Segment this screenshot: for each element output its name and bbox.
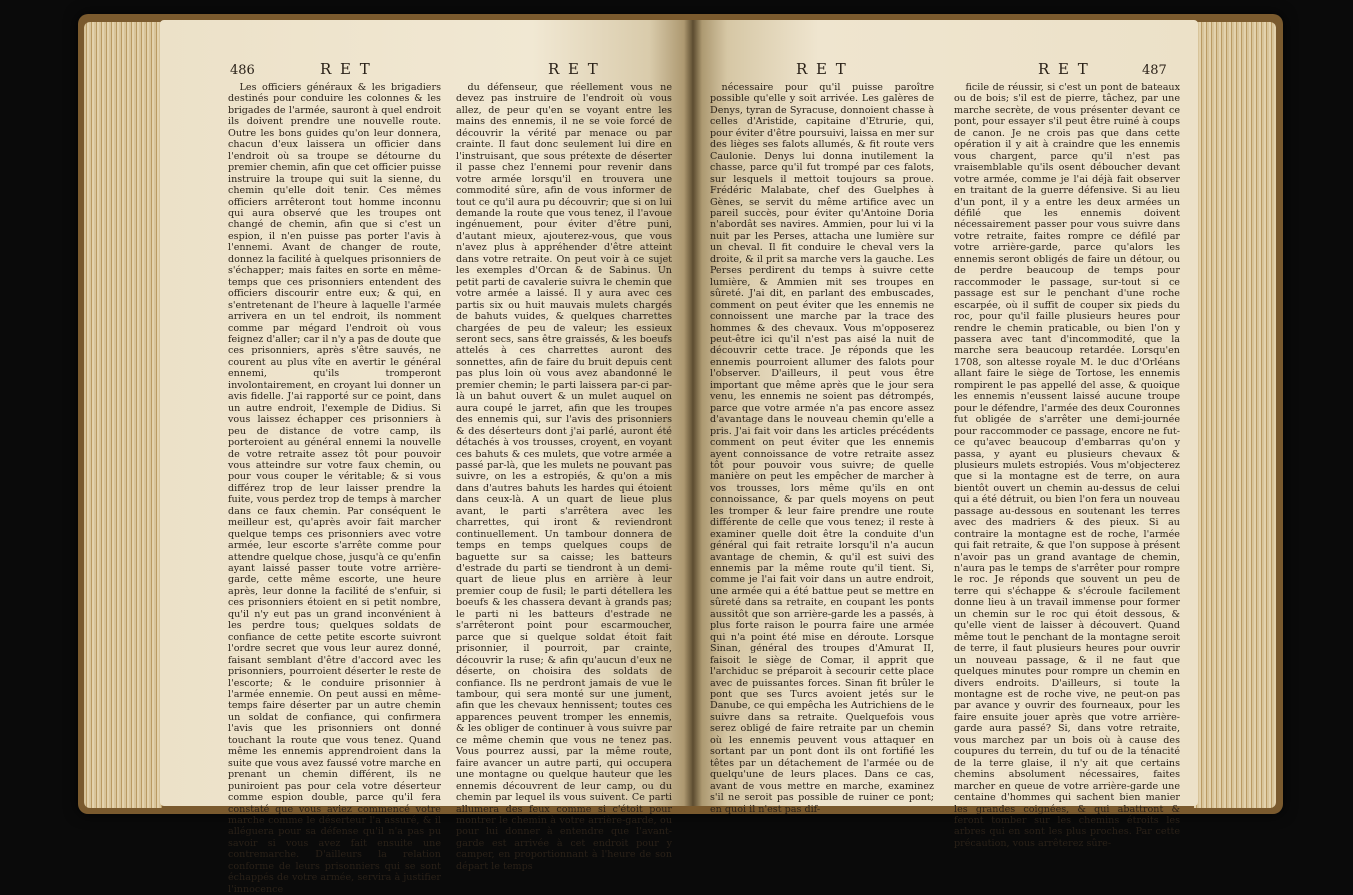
page-number [230, 60, 255, 78]
text-column-1 [228, 82, 441, 895]
page-edges-right [1194, 22, 1276, 808]
column-2-text: ficile de réussir, si c'est un pont de bateaux ou de bois; s'il est de pierre, tâchez, par une marche secrète, de vous présenter devant ce pont, pour essayer s'il peut être ruiné à coups de canon. Je ne crois pas que dans cette opération il y ait à craindre que les ennemis vous chargent, parce qu'il n'est pas vraisemblable qu'ils osent déboucher devant votre armée, comme je l'ai déjà fait observer en traitant de la guerre défensive. Si au lieu d'un pont, il y a entre les deux armées un défilé que les ennemis doivent nécessairement passer pour vous suivre dans votre retraite, faites rompre ce défilé par votre arrière-garde, parce qu'alors les ennemis seront obligés de faire un détour, ou de perdre beaucoup de temps pour raccommoder le passage, sur-tout si ce passage est sur le penchant d'une roche escarpée, où il suffit de couper six pieds du roc, pour qu'il faille plusieurs heures pour rendre le chemin praticable, ou bien l'on y passera avec tant d'incommodité, que la marche sera beaucoup retardée. Lorsqu'en 1708, son altesse royale M. le duc d'Orléans allant faire le siège de Tortose, les ennemis rompirent le pas appellé del asse, & quoique les ennemis n'eussent laissé aucune troupe pour le défendre, l'armée des deux Couronnes fut obligée de s'arrêter une demi-journée pour raccommoder ce passage, encore ne fut-ce qu'avec beaucoup d'embarras qu'on y passa, y ayant eu plusieurs chevaux & plusieurs mulets estropiés. Vous m'objecterez que si la montagne est de terre, on aura bientôt ouvert un chemin au-dessus de celui qui a été détruit, ou bien l'on fera un nouveau passage au-dessous en soutenant les terres avec des madriers & des pieux. Si au contraire la montagne est de roche, l'armée qui fait retraite, & que l'on suppose à présent n'avoir pas un grand avantage de chemin, n'aura pas le temps de s'arrêter pour rompre le roc. Je réponds que souvent un peu de terre qui s'échappe & s'écroule facilement donne lieu à un travail immense pour former un chemin sur le roc qui étoit dessous, & qu'elle vient de laisser à découvert. Quand même tout le penchant de la montagne seroit de terre, il faut plusieurs heures pour ouvrir un nouveau passage, & il ne faut que quelques minutes pour rompre un chemin en divers endroits. D'ailleurs, si toute la montagne est de roche vive, ne peut-on pas par avance y ouvrir des fourneaux, pour les faire ensuite jouer après que votre arrière-garde aura passé? Si, dans votre retraite, vous marchez par un bois où à cause des coupures du terrein, du tuf ou de la ténacité de la terre glaise, il n'y ait que certains chemins absolument nécessaires, faites marcher en queue de votre arrière-garde une centaine d'hommes qui sachent bien manier les grandes coignées, & qui abattront & feront tomber sur les chemins étroits les arbres qui en sont les plus proches. Par cette précaution, vous arrêterez sûre- [954, 82, 1180, 849]
running-head-2: R E T [1038, 60, 1090, 78]
page-number-text: 487 [1142, 63, 1167, 78]
book-gutter [684, 20, 702, 806]
page-edges-left [84, 22, 162, 808]
page-number [1142, 60, 1167, 78]
left-page [160, 20, 692, 895]
running-head: R E T [320, 60, 372, 78]
column-1-text: nécessaire pour qu'il puisse paroître possible qu'elle y soit arrivée. Les galères de Denys, tyran de Syracuse, donnoient chasse à celles d'Aristide, capitaine d'Etrurie, qui, pour éviter d'être poursuivi, laissa en mer sur des lièges ses falots allumés, & fit route vers Caulonie. Denys lui donna inutilement la chasse, parce qu'il fut trompé par ces falots, sur lesquels il mettoit toujours sa proue. Frédéric Malabate, chef des Guelphes à Gènes, se servit du même artifice avec un pareil succès, pour éviter qu'Antoine Doria n'abordât ses navires. Ammien, pour lui vi la nuit par les Perses, attacha une lumière sur un cheval. Il fit conduire le cheval vers la droite, & il prit sa marche vers la gauche. Les Perses perdirent du temps à suivre cette lumière, & Ammien mit ses troupes en sûreté. J'ai dit, en parlant des embuscades, comment on peut éviter que les ennemis ne connoissent une marche par la trace des hommes & des chevaux. Vous m'opposerez peut-être ici qu'il n'est pas aisé la nuit de découvrir cette trace. Je réponds que les ennemis pourroient allumer des falots pour l'observer. D'ailleurs, il peut vous être important que même après que le jour sera venu, les ennemis ne soient pas détrompés, parce que votre armée n'a pas encore assez d'avantage dans le nouveau chemin qu'elle a pris. J'ai fait voir dans les articles précédents comment on peut éviter que les ennemis ayent connoissance de votre retraite assez tôt pour pouvoir vous suivre; de quelle manière on peut les empêcher de marcher à vos trousses, lors même qu'ils en ont connoissance, & par quels moyens on peut les tromper & leur faire prendre une route différente de celle que vous tenez; il reste à examiner quelle doit être la conduite d'un général qui fait retraite lorsqu'il n'a aucun avantage de chemin, & qu'il est suivi des ennemis par la même route qu'il tient. Si, comme je l'ai fait voir dans un autre endroit, une armée qui a été battue peut se mettre en sûreté dans sa retraite, en coupant les ponts aussitôt que son arrière-garde les a passés, à plus forte raison le pourra faire une armée qui n'a point été mise en déroute. Lorsque Sinan, général des troupes d'Amurat II, faisoit le siège de Comar, il apprit que l'archiduc se préparoit à secourir cette place avec de puissantes forces. Sinan fit brûler le pont que ses Turcs avoient jetés sur le Danube, ce qui empêcha les Autrichiens de le suivre dans sa retraite. Quelquefois vous serez obligé de faire retraite par un chemin où les ennemis peuvent vous attaquer en sortant par un pont dont ils ont fortifié les têtes par un détachement de l'armée ou de quelqu'une de leurs places. Dans ce cas, avant de vous mettre en marche, examinez s'il ne seroit pas possible de ruiner ce pont; en quoi il n'est pas dif- [710, 82, 934, 815]
column-1-text: Les officiers généraux & les brigadiers destinés pour conduire les colonnes & les brigades de l'armée, sauront à quel endroit ils doivent prendre une nouvelle route. Outre les bons guides qu'on leur donnera, chacun d'eux laissera un officier dans l'endroit où sa troupe se détourne du premier chemin, afin que cet officier puisse instruire la troupe qui suit la sienne, du chemin qu'elle doit tenir. Ces mêmes officiers arrêteront tout homme inconnu qui aura observé que les troupes ont changé de chemin, afin que si c'est un espion, il n'en puisse pas porter l'avis à l'ennemi. Avant de changer de route, donnez la facilité à quelques prisonniers de s'échapper; mais faites en sorte en même-temps que ces prisonniers entendent des officiers discourir entre eux; & qui, en s'entretenant de l'heure à laquelle l'armée arrivera en un tel endroit, ils nomment comme par mégard l'endroit où vous feignez d'aller; car il n'y a pas de doute que ces prisonniers, après s'être sauvés, ne courent au plus vîte en avertir le général ennemi, qu'ils tromperont involontairement, en croyant lui donner un avis fidelle. J'ai rapporté sur ce point, dans un autre endroit, l'exemple de Didius. Si vous laissez échapper ces prisonniers à peu de distance de votre camp, ils porteroient au général ennemi la nouvelle de votre retraite assez tôt pour pouvoir vous atteindre sur votre faux chemin, ou pour vous couper le véritable; & si vous différez trop de leur laisser prendre la fuite, vous perdez trop de temps à marcher dans ce faux chemin. Par conséquent le meilleur est, qu'après avoir fait marcher quelque temps ces prisonniers avec votre armée, leur escorte s'arrête comme pour attendre quelque chose, jusqu'à ce qu'enfin ayant laissé passer toute votre arrière-garde, cette même escorte, une heure après, leur donne la facilité de s'enfuir, si ces prisonniers étoient en si petit nombre, qu'il n'y eut pas un grand inconvénient à les perdre tous; quelques soldats de confiance de cette petite escorte suivront l'ordre secret que vous leur aurez donné, faisant semblant d'être d'accord avec les prisonniers, pourroient déserter le reste de l'escorte; & le conduire prisonnier à l'armée ennemie. On peut aussi en même-temps faire déserter par un autre chemin un soldat de confiance, qui confirmera l'avis que les prisonniers ont donné touchant la route que vous tenez. Quand même les ennemis apprendroient dans la suite que vous avez faussé votre marche en prenant un chemin différent, ils ne puniroient pas pour cela votre déserteur comme espion double, parce qu'il fera constaté que vous aviez commencé votre marche comme le déserteur l'a assuré, & il alléguera pour sa défense qu'il n'a pas pu savoir si vous avez fait ensuite une contremarche. D'ailleurs la relation conforme de leurs prisonniers qui se sont échappés de votre armée, servira à justifier l'innocence [228, 82, 441, 895]
column-2-text: du défenseur, que réellement vous ne devez pas instruire de l'endroit où vous allez, de peur qu'en se voyant entre les mains des ennemis, il ne se voie forcé de découvrir la vérité par menace ou par crainte. Il faut donc seulement lui dire en l'instruisant, que sous prétexte de déserter il passe chez l'ennemi pour revenir dans votre armée lorsqu'il en trouvera une commodité sûre, afin de vous informer de tout ce qu'il aura pu découvrir; que si on lui demande la route que vous tenez, il l'avoue ingénuement, pour éviter d'être puni, d'autant mieux, ajouterez-vous, que vous n'avez plus à appréhender d'être atteint dans votre retraite. On peut voir à ce sujet les exemples d'Orcan & de Sabinus. Un petit parti de cavalerie suivra le chemin que votre armée a laissé. Il y aura avec ces partis six ou huit mauvais mulets chargés de bahuts vuides, & quelques charrettes chargées de peu de valeur; les essieux seront secs, sans être graissés, & les boeufs attelés à ces charrettes auront des sonnettes, afin de faire du bruit depuis cent pas plus loin où vous avez abandonné le premier chemin; le parti laissera par-ci par-là un bahut ouvert & un mulet auquel on aura coupé le jarret, afin que les troupes des ennemis qui, sur l'avis des prisonniers & des déserteurs dont j'ai parlé, auront été détachés à vos trousses, croyent, en voyant ces bahuts & ces mulets, que votre armée a passé par-là, que les mulets ne pouvant pas suivre, on les a estropiés, & qu'on a mis dans d'autres bahuts les hardes qui étoient dans ceux-là. A un quart de lieue plus avant, le parti s'arrêtera avec les charrettes, qui iront & reviendront continuellement. Un tambour donnera de temps en temps quelques coups de baguette sur sa caisse; les batteurs d'estrade du parti se tiendront à un demi-quart de lieue plus en arrière à leur premier coup de fusil; le parti détellera les boeufs & les chassera devant à grands pas; le parti ni les batteurs d'estrade ne s'arrêteront point pour escarmoucher, parce que si quelque soldat étoit fait prisonnier, il pourroit, par crainte, découvrir la ruse; & afin qu'aucun d'eux ne déserte, on choisira des soldats de confiance. Ils ne perdront jamais de vue le tambour, qui sera monté sur une jument, afin que les chevaux hennissent; toutes ces apparences peuvent tromper les ennemis, & les obliger de continuer à vous suivre par ce même chemin que vous ne tenez pas. Vous pourrez aussi, par la même route, faire avancer un autre parti, qui occupera une montagne ou quelque hauteur que les ennemis découvrent de leur camp, ou du chemin par lequel ils vous suivent. Ce parti allumera des feux comme si c'étoit pour montrer le chemin à votre arrière-garde, ou pour lui donner à entendre que l'avant-garde est arrivée à cet endroit pour y camper, en proportionnant à l'heure de son départ le temps [456, 82, 672, 872]
running-head: R E T [796, 60, 848, 78]
right-page [692, 20, 1198, 849]
page-number-text: 486 [230, 63, 255, 78]
text-column-1 [710, 82, 934, 815]
running-head-2: R E T [548, 60, 600, 78]
text-column-2 [954, 82, 1180, 849]
text-column-2 [456, 82, 672, 872]
